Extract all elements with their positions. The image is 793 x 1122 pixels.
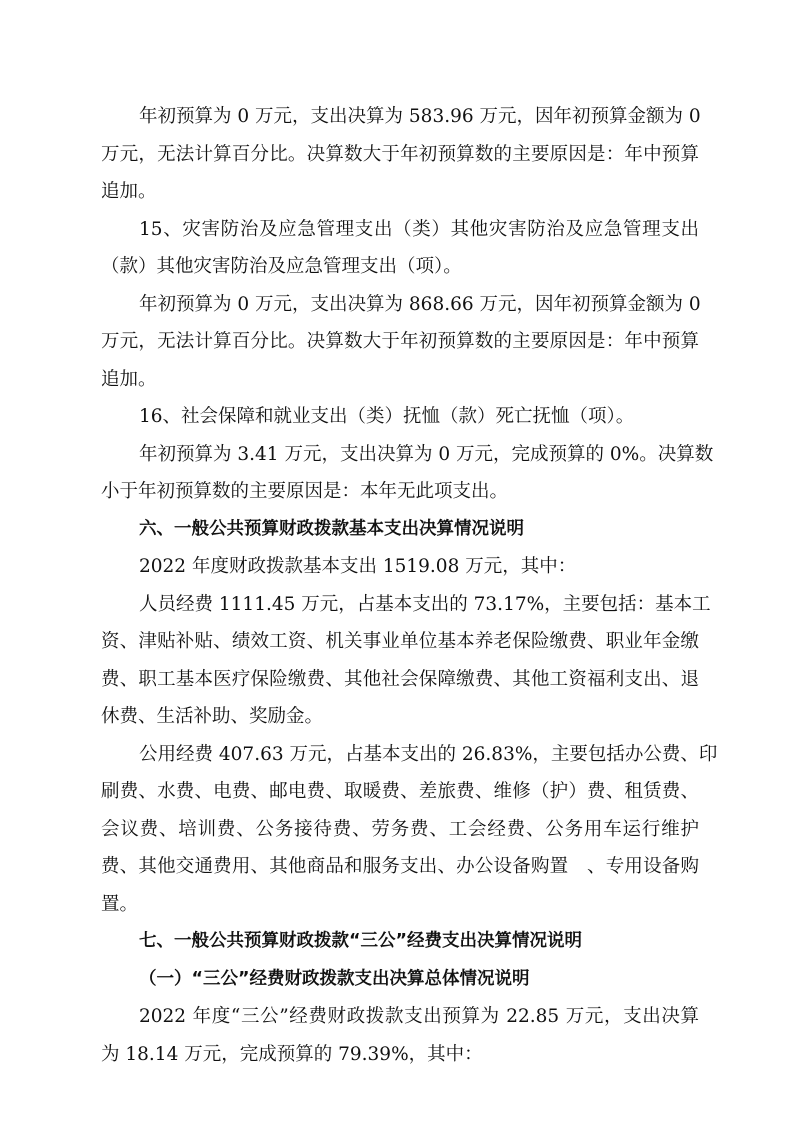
- paragraph-line: 公用经费 407.63 万元，占基本支出的 26.83%，主要包括办公费、印: [139, 743, 718, 765]
- paragraph-line: 2022 年度“三公”经费财政拨款支出预算为 22.85 万元，支出决算: [139, 1006, 699, 1027]
- paragraph-line: 置。: [101, 893, 139, 915]
- paragraph-line: 追加。: [101, 181, 157, 202]
- item-title-line: 16、社会保障和就业支出（类）抚恤（款）死亡抚恤（项）。: [139, 406, 635, 427]
- paragraph-line: 小于年初预算数的主要原因是：本年无此项支出。: [101, 481, 509, 502]
- paragraph-line: 刷费、水费、电费、邮电费、取暖费、差旅费、维修（护）费、租赁费、: [101, 781, 699, 802]
- section-heading: 六、一般公共预算财政拨款基本支出决算情况说明: [139, 518, 524, 539]
- subsection-heading: （一）“三公”经费财政拨款支出决算总体情况说明: [139, 968, 530, 989]
- section-heading: 七、一般公共预算财政拨款“三公”经费支出决算情况说明: [139, 931, 583, 951]
- item-title-line: 15、灾害防治及应急管理支出（类）其他灾害防治及应急管理支出: [139, 218, 699, 240]
- paragraph-line: 费、职工基本医疗保险缴费、其他社会保障缴费、其他工资福利支出、退: [101, 668, 699, 690]
- paragraph-line: 人员经费 1111.45 万元，占基本支出的 73.17%，主要包括：基本工: [139, 593, 711, 615]
- paragraph-line: 资、津贴补贴、绩效工资、机关事业单位基本养老保险缴费、职业年金缴: [101, 631, 699, 652]
- paragraph-line: 费、其他交通费用、其他商品和服务支出、办公设备购置 、专用设备购: [101, 856, 699, 877]
- paragraph-line: 万元，无法计算百分比。决算数大于年初预算数的主要原因是：年中预算: [101, 143, 699, 165]
- paragraph-line: 会议费、培训费、公务接待费、劳务费、工会经费、公务用车运行维护: [101, 818, 699, 840]
- paragraph-line: 追加。: [101, 368, 157, 390]
- paragraph-line: 为 18.14 万元，完成预算的 79.39%，其中：: [101, 1043, 483, 1065]
- paragraph-line: 万元，无法计算百分比。决算数大于年初预算数的主要原因是：年中预算: [101, 331, 699, 352]
- paragraph-line: 休费、生活补助、奖励金。: [101, 706, 324, 727]
- paragraph-line: 2022 年度财政拨款基本支出 1519.08 万元，其中：: [139, 556, 577, 577]
- paragraph-line: 年初预算为 0 万元，支出决算为 868.66 万元，因年初预算金额为 0: [139, 293, 701, 315]
- document-body: [101, 98, 718, 1073]
- paragraph-line: 年初预算为 0 万元，支出决算为 583.96 万元，因年初预算金额为 0: [139, 106, 701, 127]
- paragraph-line: 年初预算为 3.41 万元，支出决算为 0 万元，完成预算的 0%。决算数: [139, 443, 714, 465]
- item-title-line: （款）其他灾害防治及应急管理支出（项）。: [101, 256, 462, 277]
